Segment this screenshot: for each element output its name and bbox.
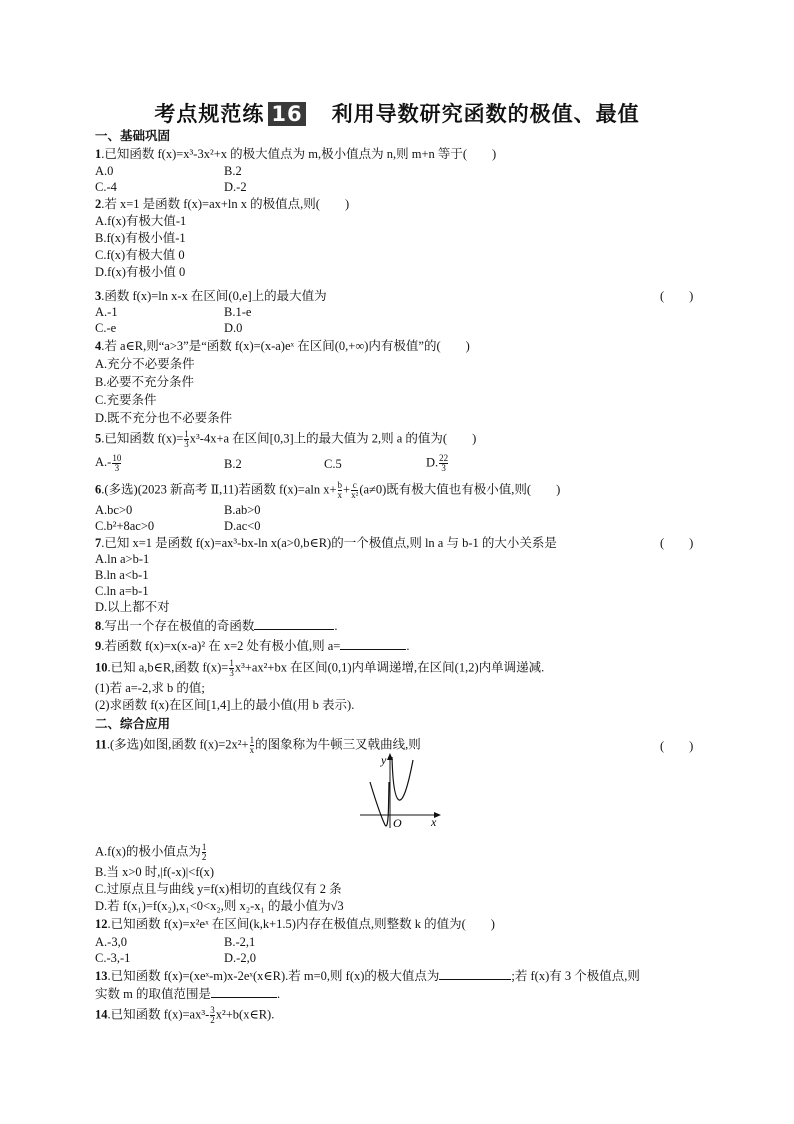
question-10 bbox=[95, 659, 544, 678]
options-row bbox=[95, 179, 247, 195]
question-stem: 实数 m 的取值范围是 bbox=[95, 987, 211, 1001]
option-a-text: A.f(x)的极小值点为 bbox=[95, 844, 201, 859]
numerator: 22 bbox=[439, 453, 449, 463]
option-a-label: A.- bbox=[95, 455, 112, 470]
question-9 bbox=[95, 638, 409, 654]
option-d: D.既不充分也不必要条件 bbox=[95, 411, 233, 425]
option-a: A.f(x)有极大值-1 bbox=[95, 214, 187, 228]
question-stem: .写出一个存在极值的奇函数 bbox=[101, 619, 255, 633]
question-stem: x³-4x+a 在区间[0,3]上的最大值为 2,则 a 的值为( ) bbox=[189, 431, 477, 446]
denominator: x bbox=[249, 745, 255, 755]
answer-blank[interactable] bbox=[254, 619, 334, 630]
y-axis-label: y bbox=[381, 753, 387, 767]
answer-blank[interactable] bbox=[211, 987, 277, 998]
sub-question-2: (2)求函数 f(x)在区间[1,4]上的最小值(用 b 表示). bbox=[95, 698, 355, 712]
option-a bbox=[95, 453, 122, 473]
denominator: 3 bbox=[229, 668, 234, 678]
question-5 bbox=[95, 430, 476, 449]
question-number: 13 bbox=[95, 969, 108, 983]
option-c: C.5 bbox=[324, 457, 342, 471]
options-row bbox=[95, 934, 256, 950]
section-heading-basic: 一、基础巩固 bbox=[95, 128, 171, 143]
period: . bbox=[334, 619, 338, 633]
question-stem: .已知函数 f(x)= bbox=[101, 431, 184, 446]
question-stem: .(多选)如图,函数 f(x)=2x²+ bbox=[106, 737, 249, 752]
question-3 bbox=[95, 288, 327, 304]
options-row bbox=[95, 304, 252, 320]
question-number: 5 bbox=[95, 431, 102, 446]
option-a: A.-3,0 bbox=[95, 935, 127, 949]
question-number: 8 bbox=[95, 619, 102, 633]
question-14 bbox=[95, 1006, 274, 1025]
option-b: B.ln a<b-1 bbox=[95, 568, 149, 582]
option-a: A.-1 bbox=[95, 305, 118, 319]
option-c: C.-e bbox=[95, 321, 117, 335]
option-a: A.ln a>b-1 bbox=[95, 552, 150, 566]
fraction bbox=[439, 454, 448, 473]
option-a bbox=[95, 843, 207, 862]
question-stem: .若 x=1 是函数 f(x)=ax+ln x 的极值点,则( ) bbox=[101, 197, 350, 211]
question-number: 11 bbox=[95, 737, 107, 752]
question-number: 9 bbox=[95, 639, 102, 653]
question-stem: ;若 f(x)有 3 个极值点,则 bbox=[511, 969, 640, 983]
question-7 bbox=[95, 535, 557, 551]
sub-question-1: (1)若 a=-2,求 b 的值; bbox=[95, 681, 205, 695]
question-number: 6 bbox=[95, 482, 102, 497]
option-c: C.ln a=b-1 bbox=[95, 584, 149, 598]
question-stem: .(多选)(2023 新高考 Ⅱ,11)若函数 f(x)=aln x+ bbox=[101, 482, 337, 497]
options-row bbox=[95, 518, 261, 534]
page-title bbox=[0, 98, 794, 128]
denominator: 3 bbox=[114, 463, 120, 473]
option-b: B.-2,1 bbox=[224, 935, 256, 949]
denominator: 2 bbox=[201, 852, 207, 862]
fraction bbox=[351, 481, 358, 500]
question-number: 2 bbox=[95, 197, 102, 211]
options-row bbox=[95, 453, 449, 473]
question-stem: x³+ax²+bx 在区间(0,1)内单调递增,在区间(1,2)内单调递减. bbox=[234, 660, 545, 675]
numerator: 1 bbox=[229, 658, 234, 668]
left-branch-curve bbox=[370, 782, 389, 826]
numerator: 3 bbox=[210, 1005, 215, 1015]
options-row bbox=[95, 320, 243, 336]
newton-trident-graph bbox=[355, 752, 445, 832]
option-d-label: D. bbox=[426, 455, 439, 470]
question-13 bbox=[95, 968, 640, 984]
option-d: D.0 bbox=[224, 321, 243, 335]
question-stem: x²+b(x∈R). bbox=[215, 1007, 275, 1022]
option-d: D.f(x)有极小值 0 bbox=[95, 265, 186, 279]
denominator: x² bbox=[351, 490, 359, 500]
option-a: A.0 bbox=[95, 164, 114, 178]
option-d bbox=[426, 454, 449, 473]
option-a: A.充分不必要条件 bbox=[95, 357, 195, 371]
option-c: C.-4 bbox=[95, 180, 117, 194]
option-c: C.充要条件 bbox=[95, 393, 157, 407]
x-axis-label: x bbox=[431, 815, 437, 829]
question-12 bbox=[95, 916, 495, 932]
question-stem: .若 a∈R,则“a>3”是“函数 f(x)=(x-a)eˣ 在区间(0,+∞)内有极值”的( ) bbox=[101, 339, 470, 353]
options-row bbox=[95, 950, 256, 966]
question-stem: .已知函数 f(x)=x³-3x²+x 的极大值点为 m,极小值点为 n,则 m+n 等于( ) bbox=[101, 147, 497, 161]
option-c: C.-3,-1 bbox=[95, 951, 131, 965]
option-c: C.f(x)有极大值 0 bbox=[95, 248, 185, 262]
option-b: B.必要不充分条件 bbox=[95, 375, 194, 389]
numerator: 1 bbox=[201, 842, 207, 852]
question-stem: 的图象称为牛顿三叉戟曲线,则 bbox=[255, 737, 421, 752]
question-number: 1 bbox=[95, 147, 102, 161]
option-b: B.f(x)有极小值-1 bbox=[95, 231, 186, 245]
option-d: D.ac<0 bbox=[224, 519, 261, 533]
option-b: B.1-e bbox=[224, 305, 252, 319]
question-number: 3 bbox=[95, 289, 102, 303]
numerator: 10 bbox=[112, 453, 122, 463]
option-b: B.2 bbox=[224, 164, 242, 178]
fraction bbox=[250, 736, 255, 755]
fraction bbox=[229, 659, 234, 678]
period: . bbox=[276, 987, 281, 1001]
answer-paren: ( ) bbox=[660, 536, 694, 550]
answer-paren: ( ) bbox=[660, 289, 694, 303]
question-stem: .已知函数 f(x)=x²eˣ 在区间(k,k+1.5)内存在极值点,则整数 k 的值为( ) bbox=[107, 917, 495, 931]
option-c: C.过原点且与曲线 y=f(x)相切的直线仅有 2 条 bbox=[95, 882, 342, 896]
numerator: c bbox=[352, 480, 357, 490]
option-a: A.bc>0 bbox=[95, 503, 133, 517]
option-b: B.当 x>0 时,|f(-x)|<f(x) bbox=[95, 865, 215, 879]
question-13-line2 bbox=[95, 986, 280, 1002]
question-number: 12 bbox=[95, 917, 108, 931]
period: . bbox=[406, 639, 410, 653]
title-suffix: 利用导数研究函数的极值、最值 bbox=[331, 102, 640, 126]
question-number: 4 bbox=[95, 339, 102, 353]
origin-label: O bbox=[393, 816, 402, 830]
question-number: 14 bbox=[95, 1007, 108, 1022]
question-stem: (a≠0)既有极大值也有极小值,则( ) bbox=[359, 482, 561, 497]
fraction bbox=[184, 430, 189, 449]
option-b: B.ab>0 bbox=[224, 503, 261, 517]
denominator: 2 bbox=[210, 1015, 215, 1025]
answer-blank[interactable] bbox=[439, 969, 511, 980]
denominator: 3 bbox=[441, 463, 446, 473]
question-stem: .已知 a,b∈R,函数 f(x)= bbox=[107, 660, 229, 675]
title-prefix: 考点规范练 bbox=[154, 102, 265, 126]
right-branch-curve bbox=[392, 757, 413, 800]
numerator: 1 bbox=[249, 735, 255, 745]
question-4 bbox=[95, 338, 470, 354]
option-b: B.2 bbox=[224, 457, 242, 471]
plus-sign: + bbox=[343, 482, 351, 497]
option-d: D.-2,0 bbox=[224, 951, 256, 965]
options-row bbox=[95, 163, 242, 179]
fraction bbox=[338, 481, 343, 500]
question-number: 10 bbox=[95, 660, 108, 675]
denominator: x bbox=[337, 490, 343, 500]
question-stem: .函数 f(x)=ln x-x 在区间(0,e]上的最大值为 bbox=[101, 289, 327, 303]
lesson-number-badge: 16 bbox=[268, 102, 305, 126]
fraction bbox=[202, 843, 207, 862]
question-stem: .已知函数 f(x)=(xeˣ-m)x-2eˣ(x∈R).若 m=0,则 f(x)的极大值点为 bbox=[107, 969, 440, 983]
answer-paren: ( ) bbox=[660, 739, 694, 753]
option-d: D.若 f(x₁)=f(x₂),x₁<0<x₂,则 x₂-x₁ 的最小值为√3 bbox=[95, 899, 344, 913]
answer-blank[interactable] bbox=[340, 639, 406, 650]
denominator: 3 bbox=[184, 439, 189, 449]
options-row bbox=[95, 502, 261, 518]
section-heading-comprehensive: 二、综合应用 bbox=[95, 716, 171, 731]
question-2 bbox=[95, 196, 349, 212]
question-stem: .若函数 f(x)=x(x-a)² 在 x=2 处有极小值,则 a= bbox=[101, 639, 341, 653]
option-d: D.-2 bbox=[224, 180, 247, 194]
option-d: D.以上都不对 bbox=[95, 600, 170, 614]
numerator: 1 bbox=[184, 429, 189, 439]
question-stem: .已知 x=1 是函数 f(x)=ax³-bx-ln x(a>0,b∈R)的一个极值点,则 ln a 与 b-1 的大小关系是 bbox=[101, 536, 557, 550]
question-stem: .已知函数 f(x)=ax³- bbox=[107, 1007, 210, 1022]
fraction bbox=[210, 1006, 215, 1025]
option-c: C.b²+8ac>0 bbox=[95, 519, 155, 533]
fraction bbox=[112, 454, 121, 473]
question-8 bbox=[95, 618, 338, 634]
question-number: 7 bbox=[95, 536, 102, 550]
numerator: b bbox=[337, 480, 343, 490]
question-6 bbox=[95, 481, 560, 500]
question-1 bbox=[95, 146, 496, 162]
